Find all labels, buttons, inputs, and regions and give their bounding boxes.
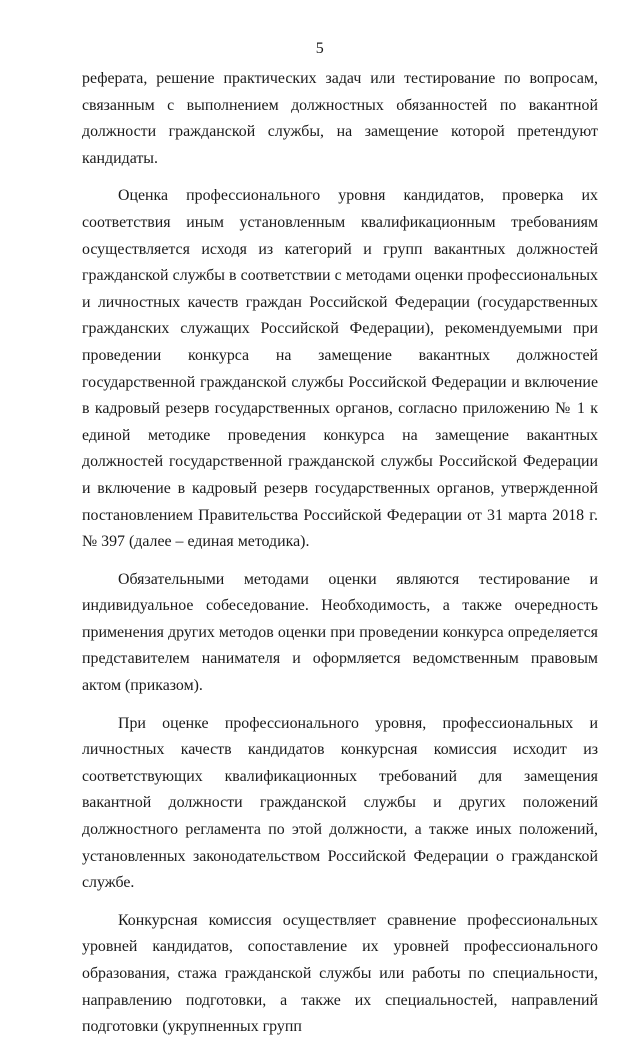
paragraph-mandatory-methods: Обязательными методами оценки являются тестирование и индивидуальное собеседование. Необходимость, а также очередность применения других методов оценки при проведении конкурса определяется представителем нанимателя и оформляется ведомственным правовым актом (приказом). — [82, 570, 598, 695]
document-body — [82, 66, 598, 1041]
paragraph-commission-evaluation: При оценке профессионального уровня, профессиональных и личностных качеств кандидатов конкурсная комиссия исходит из соответствующих квалификационных требований для замещения вакантной должности гражданской службы и других положений должностного регламента по этой должности, а также иных положений, установленных законодательством Российской Федерации о гражданской службе. — [82, 714, 598, 892]
page-number: 5 — [315, 40, 325, 57]
paragraph-assessment-methods: Оценка профессионального уровня кандидатов, проверка их соответствия иным установленным квалификационным требованиям осуществляется исходя из категорий и групп вакантных должностей гражданской службы в соответствии с методами оценки профессиональных и личностных качеств граждан Российской Федерации (государственных гражданских служащих Российской Федерации), рекомендуемыми при проведении конкурса на замещение вакантных должностей государственной гражданской службы Российской Федерации и включение в кадровый резерв государственных органов, согласно приложению № 1 к единой методике проведения конкурса на замещение вакантных должностей государственной гражданской службы Российской Федерации и включение в кадровый резерв государственных органов, утвержденной постановлением Правительства Российской Федерации от 31 марта 2018 г. № 397 (далее – единая методика). — [82, 187, 598, 551]
paragraph-commission-comparison: Конкурсная комиссия осуществляет сравнение профессиональных уровней кандидатов, сопоставление их уровней профессионального образования, стажа гражданской службы или работы по специальности, направлению подготовки, а также их специальностей, направлений подготовки (укрупненных групп — [82, 911, 598, 1036]
paragraph-continuation: реферата, решение практических задач или тестирование по вопросам, связанным с выполнением должностных обязанностей по вакантной должности гражданской службы, на замещение которой претендуют кандидаты. — [82, 70, 598, 167]
